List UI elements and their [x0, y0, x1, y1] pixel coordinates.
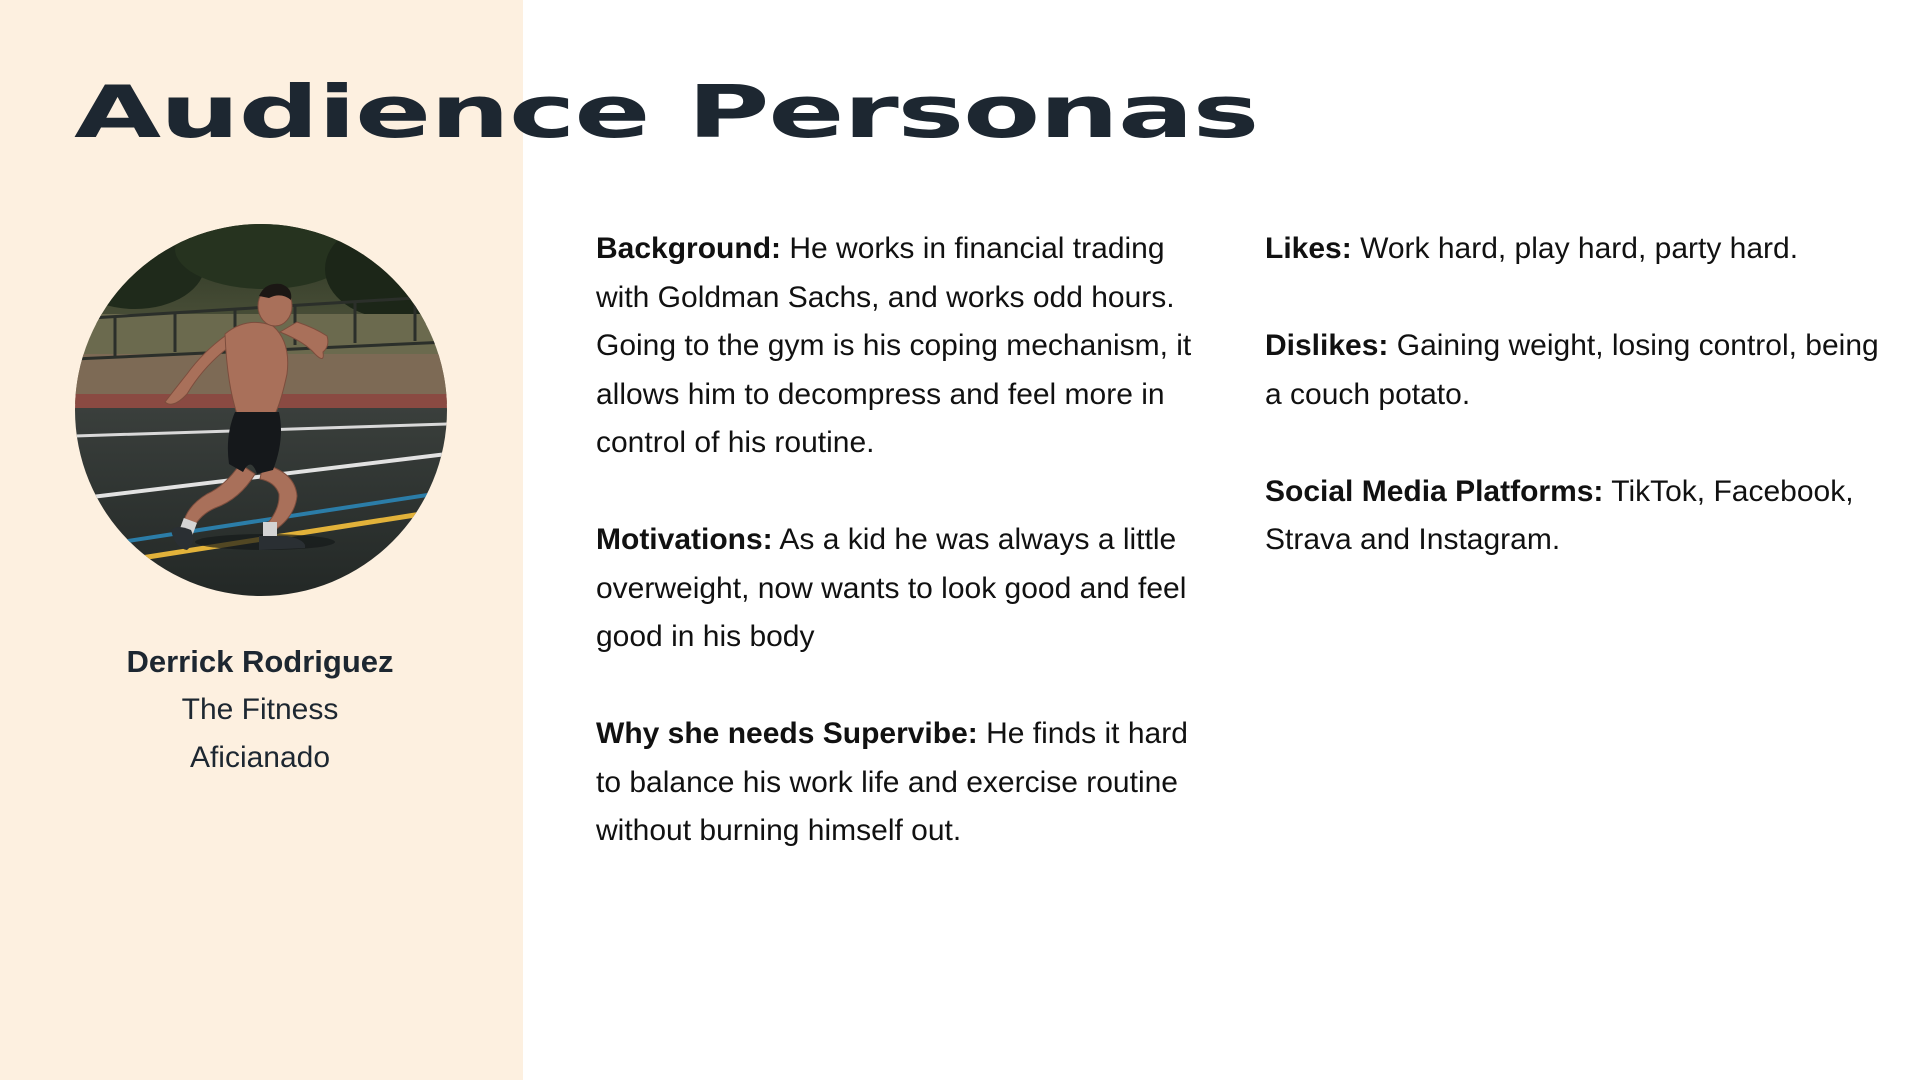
motivations-label: Motivations:	[596, 523, 773, 556]
likes-text: Work hard, play hard, party hard.	[1360, 232, 1799, 265]
social-platforms-label: Social Media Platforms:	[1265, 474, 1604, 508]
runner-photo-icon	[75, 224, 447, 596]
persona-details-left	[596, 225, 1206, 904]
background-text: He works in financial trading with Goldman Sachs, and works odd hours. Going to the gym is his coping mechanism, it allows him to decompress and feel more in control of his routine.	[596, 232, 1192, 459]
why-needs-label: Why she needs Supervibe:	[596, 717, 978, 750]
persona-role: The Fitness Aficianado	[181, 693, 339, 774]
motivations-section	[596, 516, 1206, 662]
dislikes-section	[1265, 322, 1885, 419]
background-label: Background:	[596, 232, 782, 265]
why-needs-section	[596, 710, 1206, 856]
likes-label: Likes:	[1265, 232, 1352, 265]
dislikes-label: Dislikes:	[1265, 329, 1389, 362]
dislikes-text: Gaining weight, losing control, being a couch potato.	[1265, 329, 1879, 411]
social-platforms-section	[1265, 468, 1885, 565]
motivations-text: As a kid he was always a little overweight, now wants to look good and feel good in his body	[596, 523, 1187, 653]
persona-details-right	[1265, 225, 1885, 613]
background-section	[596, 225, 1206, 468]
why-needs-text: He finds it hard to balance his work life and exercise routine without burning himself out.	[596, 717, 1188, 847]
persona-name: Derrick Rodriguez	[126, 644, 394, 679]
page-title: Audience Personas	[74, 69, 1259, 155]
persona-photo	[75, 224, 447, 596]
likes-section	[1265, 225, 1885, 274]
social-platforms-text: TikTok, Facebook, Strava and Instagram.	[1265, 474, 1854, 556]
